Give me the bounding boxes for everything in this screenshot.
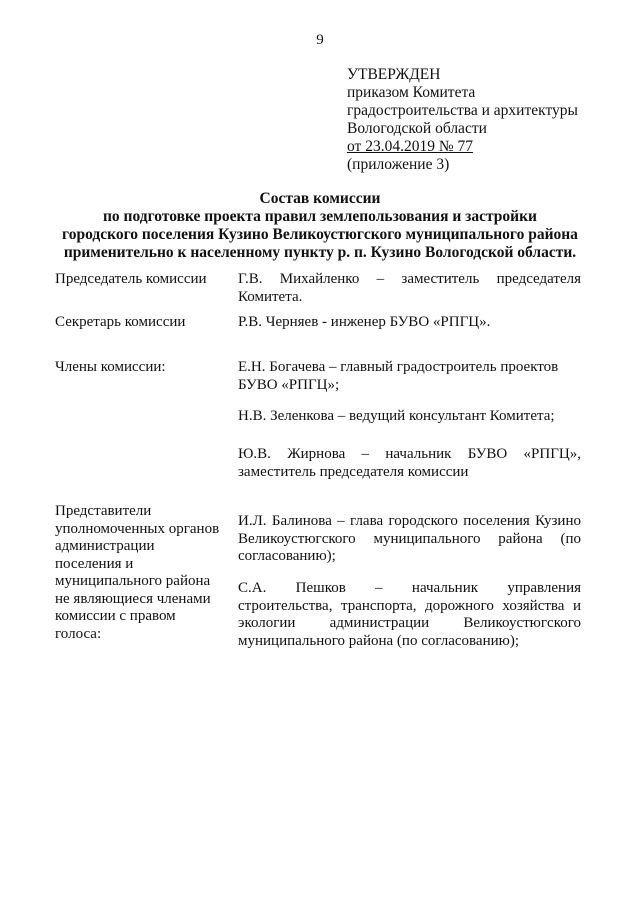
order-reference: от 23.04.2019 № 77 (347, 138, 473, 155)
value-line: Ю.В. Жирнова – начальник БУВО «РПГЦ», (238, 446, 581, 462)
page-number: 9 (316, 32, 324, 48)
approval-line: приказом Комитета (347, 84, 476, 101)
value-line: муниципального района (по согласованию); (238, 632, 520, 649)
title-line: Состав комиссии (259, 190, 381, 207)
title-line: городского поселения Кузино Великоустюгского муниципального района (62, 226, 578, 243)
value-line: С.А. Пешков – начальник управления (238, 580, 581, 596)
value-line: Н.В. Зеленкова – ведущий консультант Комитета; (238, 408, 555, 424)
label-line: Представители (55, 503, 152, 519)
approval-stamp (347, 66, 578, 174)
value-line: Г.В. Михайленко – заместитель председателя (238, 271, 581, 287)
value-line: экологии администрации Великоустюгского (238, 615, 581, 631)
value-line: Великоустюгского муниципального района (по (238, 530, 581, 547)
member-3 (238, 446, 581, 481)
appendix-note: (приложение 3) (347, 156, 450, 173)
secretary-value (238, 314, 581, 332)
chair-value (238, 271, 581, 306)
label-line: муниципального района (55, 573, 211, 589)
approval-line: Вологодской области (347, 120, 487, 137)
member-2 (238, 408, 581, 426)
member-1 (238, 359, 581, 394)
representative-1 (238, 513, 581, 566)
approval-line: градостроительства и архитектуры (347, 102, 578, 119)
value-line: БУВО «РПГЦ»; (238, 376, 340, 393)
value-line: Р.В. Черняев - инженер БУВО «РПГЦ». (238, 314, 491, 330)
representative-2 (238, 580, 581, 650)
label-line: уполномоченных органов (55, 520, 220, 537)
chair-label: Председатель комиссии (55, 271, 207, 287)
label-line: комиссии с правом (55, 608, 176, 624)
approval-heading: УТВЕРЖДЕН (347, 66, 441, 83)
secretary-label: Секретарь комиссии (55, 314, 186, 330)
value-line: Комитета. (238, 288, 303, 305)
members-label: Члены комиссии: (55, 359, 166, 375)
title-line: по подготовке проекта правил землепользования и застройки (103, 208, 537, 225)
value-line: строительства, транспорта, дорожного хозяйства и (238, 597, 581, 614)
document-title (30, 190, 610, 262)
title-line: применительно к населенному пункту р. п. Кузино Вологодской области. (63, 244, 577, 261)
value-line: Е.Н. Богачева – главный градостроитель проектов (238, 359, 559, 375)
value-line: согласованию); (238, 548, 336, 564)
label-line: администрации (55, 538, 155, 554)
representatives-label (55, 503, 219, 643)
value-line: заместитель председателя комиссии (238, 463, 469, 480)
value-line: И.Л. Балинова – глава городского поселения Кузино (238, 513, 581, 529)
label-line: не являющиеся членами (55, 590, 211, 607)
label-line: голоса: (55, 625, 102, 642)
label-line: поселения и (55, 555, 134, 572)
